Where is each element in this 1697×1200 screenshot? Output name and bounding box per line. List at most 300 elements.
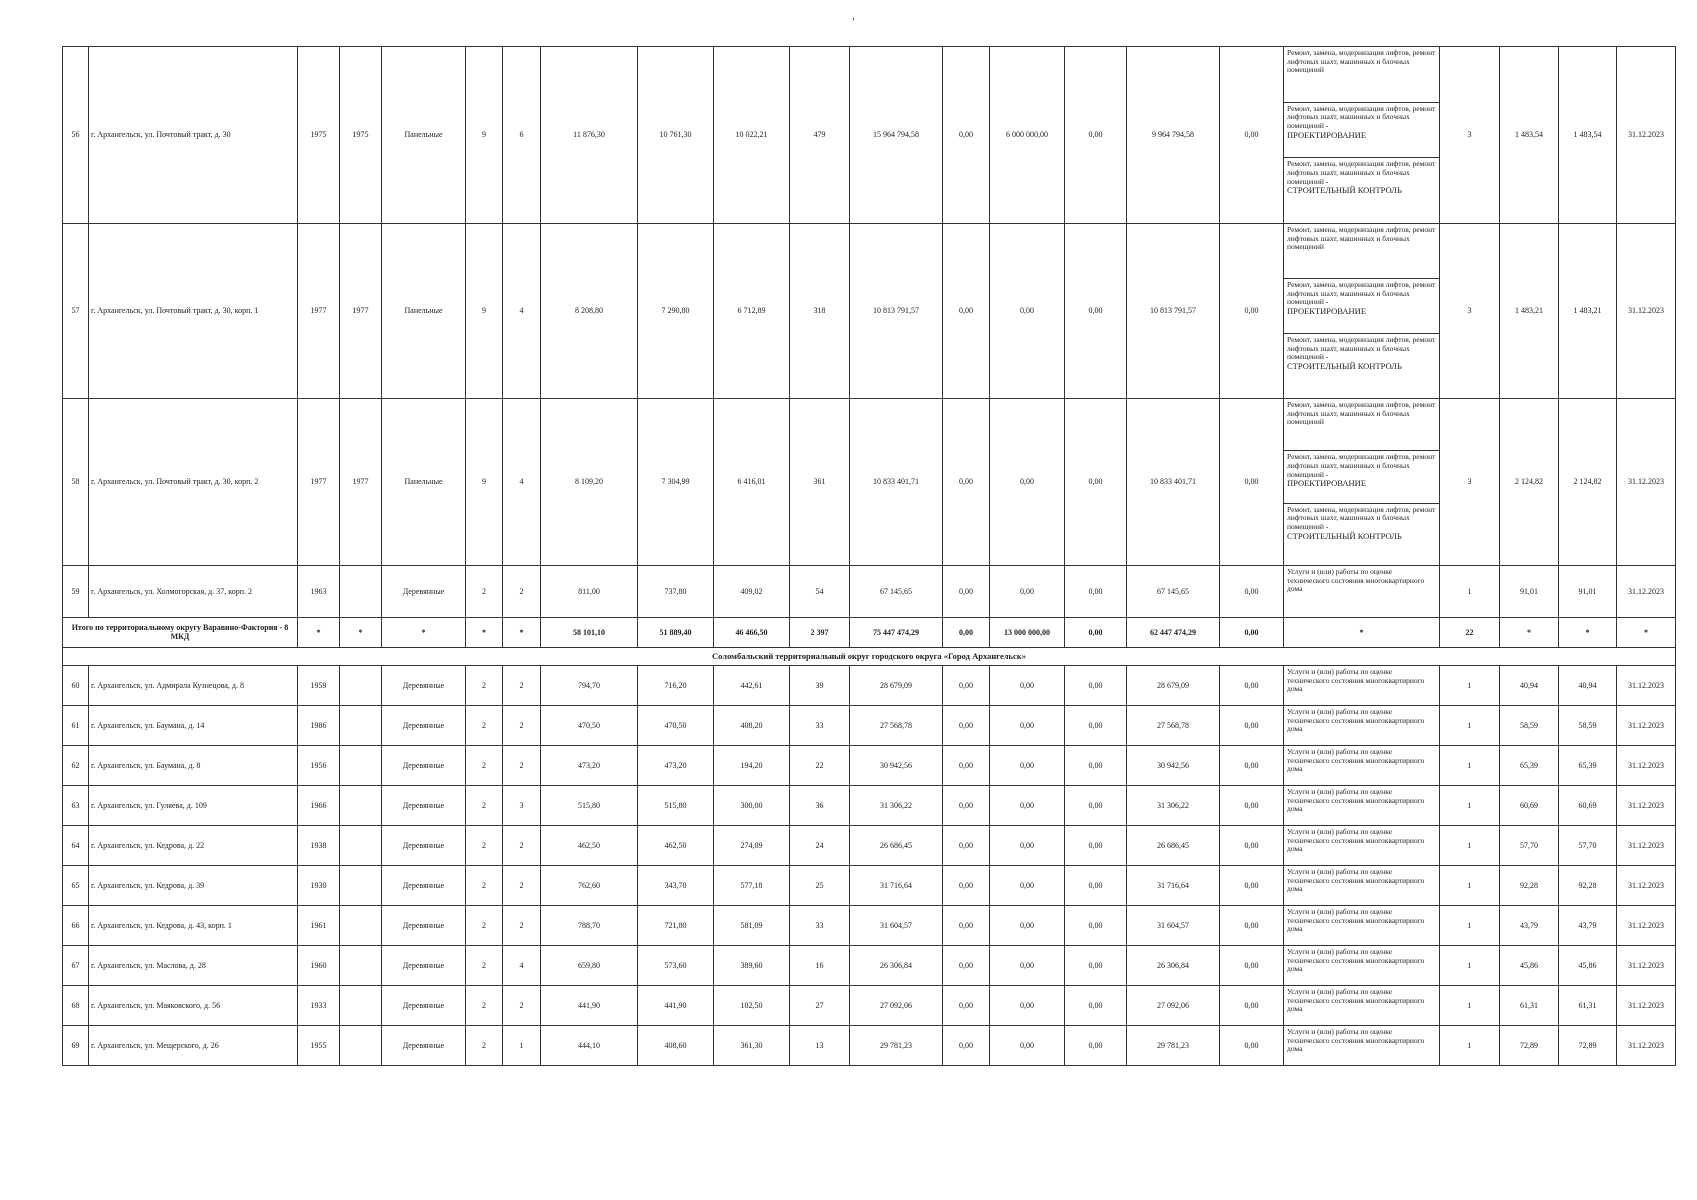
quantity-cell: 1 <box>1440 865 1500 905</box>
area-total-cell: 515,80 <box>541 785 638 825</box>
total-cell: 0,00 <box>1220 617 1284 647</box>
total-people: 2 397 <box>790 617 850 647</box>
address-cell: г. Архангельск, ул. Почтовый тракт, д. 30, корп. 1 <box>89 223 298 398</box>
wall-material-cell: Деревянные <box>382 565 466 617</box>
area-total-cell: 444,10 <box>541 1025 638 1065</box>
limit-price-cell: 65,39 <box>1559 745 1617 785</box>
funding-cell: 0,00 <box>990 945 1065 985</box>
work-item <box>1284 566 1439 596</box>
work-item-text: Ремонт, замена, модернизация лифтов, ремонт лифтовых шахт, машинных и блочных помещений - <box>1287 279 1436 307</box>
total-cell: * <box>340 617 382 647</box>
year-commissioned-cell: 1977 <box>340 223 382 398</box>
area-residential-cell: 194,20 <box>714 745 790 785</box>
limit-price-cell: 1 483,21 <box>1559 223 1617 398</box>
cost-cell: 31 306,22 <box>850 785 943 825</box>
area-premises-cell: 515,80 <box>638 785 714 825</box>
entrances-cell: 4 <box>503 223 541 398</box>
floors-cell: 9 <box>466 223 503 398</box>
funding-cell: 27 568,78 <box>1127 705 1220 745</box>
year-commissioned-cell <box>340 665 382 705</box>
cost-cell: 15 964 794,58 <box>850 47 943 224</box>
entrances-cell: 1 <box>503 1025 541 1065</box>
funding-cell: 0,00 <box>990 745 1065 785</box>
year-built-cell: 1960 <box>298 945 340 985</box>
unit-price-cell: 61,31 <box>1500 985 1559 1025</box>
area-residential-cell: 6 712,89 <box>714 223 790 398</box>
cost-cell: 31 604,57 <box>850 905 943 945</box>
total-cell: * <box>466 617 503 647</box>
limit-price-cell: 45,86 <box>1559 945 1617 985</box>
residents-cell: 361 <box>790 398 850 565</box>
work-item-text: Услуги и (или) работы по оценке технического состояния многоквартирного дома <box>1287 666 1425 694</box>
work-item <box>1284 450 1439 502</box>
work-item-text: Услуги и (или) работы по оценке технического состояния многоквартирного дома <box>1287 946 1425 974</box>
year-commissioned-cell: 1977 <box>340 398 382 565</box>
funding-cell: 0,00 <box>1220 905 1284 945</box>
address-cell: г. Архангельск, ул. Почтовый тракт, д. 30, корп. 2 <box>89 398 298 565</box>
year-commissioned-cell <box>340 1025 382 1065</box>
entrances-cell: 2 <box>503 705 541 745</box>
wall-material-cell: Деревянные <box>382 825 466 865</box>
area-residential-cell: 442,61 <box>714 665 790 705</box>
area-premises-cell: 462,50 <box>638 825 714 865</box>
quantity-cell: 1 <box>1440 905 1500 945</box>
funding-cell: 0,00 <box>943 223 990 398</box>
table-row <box>63 398 1676 565</box>
limit-price-cell: 57,70 <box>1559 825 1617 865</box>
quantity-cell: 1 <box>1440 985 1500 1025</box>
funding-cell: 6 000 000,00 <box>990 47 1065 224</box>
year-commissioned-cell <box>340 705 382 745</box>
funding-cell: 26 686,45 <box>1127 825 1220 865</box>
area-premises-cell: 573,60 <box>638 945 714 985</box>
cost-cell: 26 686,45 <box>850 825 943 865</box>
year-built-cell: 1963 <box>298 565 340 617</box>
limit-price-cell: 91,01 <box>1559 565 1617 617</box>
quantity-cell: 1 <box>1440 785 1500 825</box>
area-residential-cell: 6 416,01 <box>714 398 790 565</box>
funding-cell: 0,00 <box>990 785 1065 825</box>
cost-cell: 10 833 401,71 <box>850 398 943 565</box>
funding-cell: 0,00 <box>990 985 1065 1025</box>
table-row <box>63 1025 1676 1065</box>
year-built-cell: 1938 <box>298 825 340 865</box>
residents-cell: 22 <box>790 745 850 785</box>
floors-cell: 2 <box>466 905 503 945</box>
unit-price-cell: 92,28 <box>1500 865 1559 905</box>
work-item-text: Услуги и (или) работы по оценке технического состояния многоквартирного дома <box>1287 566 1425 594</box>
area-premises-cell: 7 290,80 <box>638 223 714 398</box>
cost-cell: 27 568,78 <box>850 705 943 745</box>
work-item-text: Услуги и (или) работы по оценке технического состояния многоквартирного дома <box>1287 786 1425 814</box>
entrances-cell: 2 <box>503 565 541 617</box>
funding-cell: 0,00 <box>1065 865 1127 905</box>
deadline-cell: 31.12.2023 <box>1617 565 1676 617</box>
area-residential-cell: 577,18 <box>714 865 790 905</box>
funding-cell: 0,00 <box>1065 565 1127 617</box>
funding-cell: 0,00 <box>943 985 990 1025</box>
funding-cell: 0,00 <box>943 905 990 945</box>
total-cell: 0,00 <box>943 617 990 647</box>
entrances-cell: 4 <box>503 945 541 985</box>
year-built-cell: 1956 <box>298 745 340 785</box>
area-total-cell: 794,70 <box>541 665 638 705</box>
funding-cell: 0,00 <box>990 905 1065 945</box>
funding-cell: 0,00 <box>990 1025 1065 1065</box>
row-number: 60 <box>63 665 89 705</box>
work-item-stage: ПРОЕКТИРОВАНИЕ <box>1287 305 1367 316</box>
funding-cell: 0,00 <box>943 398 990 565</box>
year-commissioned-cell <box>340 905 382 945</box>
area-residential-cell: 102,50 <box>714 985 790 1025</box>
total-area-total: 58 101,10 <box>541 617 638 647</box>
residents-cell: 16 <box>790 945 850 985</box>
limit-price-cell: 58,59 <box>1559 705 1617 745</box>
section-row <box>63 647 1676 665</box>
deadline-cell: 31.12.2023 <box>1617 47 1676 224</box>
floors-cell: 2 <box>466 985 503 1025</box>
table-row <box>63 565 1676 617</box>
quantity-cell: 3 <box>1440 47 1500 224</box>
row-number: 64 <box>63 825 89 865</box>
unit-price-cell: 40,94 <box>1500 665 1559 705</box>
work-type-cell <box>1284 705 1440 745</box>
work-type-cell <box>1284 565 1440 617</box>
floors-cell: 2 <box>466 745 503 785</box>
quantity-cell: 1 <box>1440 705 1500 745</box>
limit-price-cell: 40,94 <box>1559 665 1617 705</box>
funding-cell: 0,00 <box>1065 785 1127 825</box>
work-type-cell <box>1284 47 1440 224</box>
funding-cell: 0,00 <box>943 785 990 825</box>
unit-price-cell: 91,01 <box>1500 565 1559 617</box>
year-built-cell: 1977 <box>298 398 340 565</box>
unit-price-cell: 1 483,54 <box>1500 47 1559 224</box>
total-cost: 75 447 474,29 <box>850 617 943 647</box>
unit-price-cell: 2 124,82 <box>1500 398 1559 565</box>
residents-cell: 54 <box>790 565 850 617</box>
funding-cell: 0,00 <box>1220 825 1284 865</box>
area-total-cell: 11 876,30 <box>541 47 638 224</box>
deadline-cell: 31.12.2023 <box>1617 785 1676 825</box>
work-item <box>1284 47 1439 102</box>
floors-cell: 2 <box>466 705 503 745</box>
year-built-cell: 1955 <box>298 1025 340 1065</box>
area-residential-cell: 10 022,21 <box>714 47 790 224</box>
section-title: Соломбальский территориальный округ городского округа «Город Архангельск» <box>63 647 1676 665</box>
residents-cell: 479 <box>790 47 850 224</box>
work-item-text: Ремонт, замена, модернизация лифтов, ремонт лифтовых шахт, машинных и блочных помещений - <box>1287 103 1436 130</box>
residents-cell: 27 <box>790 985 850 1025</box>
funding-cell: 26 306,84 <box>1127 945 1220 985</box>
work-item <box>1284 333 1439 398</box>
deadline-cell: 31.12.2023 <box>1617 665 1676 705</box>
table-row <box>63 825 1676 865</box>
area-premises-cell: 470,50 <box>638 705 714 745</box>
funding-cell: 0,00 <box>1065 665 1127 705</box>
limit-price-cell: 60,69 <box>1559 785 1617 825</box>
area-residential-cell: 361,30 <box>714 1025 790 1065</box>
work-item-stage: СТРОИТЕЛЬНЫЙ КОНТРОЛЬ <box>1287 185 1402 196</box>
cost-cell: 30 942,56 <box>850 745 943 785</box>
year-commissioned-cell <box>340 785 382 825</box>
funding-cell: 0,00 <box>943 865 990 905</box>
table-row <box>63 785 1676 825</box>
floors-cell: 2 <box>466 865 503 905</box>
wall-material-cell: Панельные <box>382 398 466 565</box>
work-item-text: Услуги и (или) работы по оценке технического состояния многоквартирного дома <box>1287 826 1425 854</box>
row-number: 67 <box>63 945 89 985</box>
total-area-all: 51 889,40 <box>638 617 714 647</box>
repair-program-table <box>62 46 1676 1066</box>
work-item-text: Ремонт, замена, модернизация лифтов, ремонт лифтовых шахт, машинных и блочных помещений <box>1287 399 1436 427</box>
funding-cell: 0,00 <box>990 705 1065 745</box>
unit-price-cell: 1 483,21 <box>1500 223 1559 398</box>
area-premises-cell: 343,70 <box>638 865 714 905</box>
wall-material-cell: Деревянные <box>382 865 466 905</box>
work-item-text: Ремонт, замена, модернизация лифтов, ремонт лифтовых шахт, машинных и блочных помещений <box>1287 48 1436 75</box>
work-type-cell <box>1284 865 1440 905</box>
entrances-cell: 2 <box>503 985 541 1025</box>
deadline-cell: 31.12.2023 <box>1617 1025 1676 1065</box>
funding-cell: 0,00 <box>1220 945 1284 985</box>
work-type-cell <box>1284 223 1440 398</box>
wall-material-cell: Деревянные <box>382 985 466 1025</box>
work-item-stage: СТРОИТЕЛЬНЫЙ КОНТРОЛЬ <box>1287 360 1402 371</box>
floors-cell: 2 <box>466 785 503 825</box>
wall-material-cell: Деревянные <box>382 785 466 825</box>
floors-cell: 9 <box>466 47 503 224</box>
year-commissioned-cell <box>340 745 382 785</box>
wall-material-cell: Деревянные <box>382 665 466 705</box>
residents-cell: 39 <box>790 665 850 705</box>
cost-cell: 29 781,23 <box>850 1025 943 1065</box>
quantity-cell: 1 <box>1440 665 1500 705</box>
entrances-cell: 2 <box>503 905 541 945</box>
funding-cell: 0,00 <box>1220 985 1284 1025</box>
funding-cell: 0,00 <box>1065 905 1127 945</box>
residents-cell: 25 <box>790 865 850 905</box>
year-built-cell: 1975 <box>298 47 340 224</box>
total-area-res: 46 466,50 <box>714 617 790 647</box>
funding-cell: 0,00 <box>1220 745 1284 785</box>
work-item <box>1284 503 1439 565</box>
residents-cell: 33 <box>790 905 850 945</box>
table-row <box>63 985 1676 1025</box>
row-number: 59 <box>63 565 89 617</box>
floors-cell: 2 <box>466 825 503 865</box>
funding-cell: 10 813 791,57 <box>1127 223 1220 398</box>
wall-material-cell: Деревянные <box>382 945 466 985</box>
residents-cell: 24 <box>790 825 850 865</box>
wall-material-cell: Деревянные <box>382 705 466 745</box>
work-type-cell <box>1284 785 1440 825</box>
work-item-text: Ремонт, замена, модернизация лифтов, ремонт лифтовых шахт, машинных и блочных помещений <box>1287 224 1436 252</box>
floors-cell: 9 <box>466 398 503 565</box>
row-number: 62 <box>63 745 89 785</box>
row-number: 57 <box>63 223 89 398</box>
funding-cell: 31 604,57 <box>1127 905 1220 945</box>
cost-cell: 10 813 791,57 <box>850 223 943 398</box>
row-number: 56 <box>63 47 89 224</box>
floors-cell: 2 <box>466 945 503 985</box>
funding-cell: 31 716,64 <box>1127 865 1220 905</box>
wall-material-cell: Деревянные <box>382 745 466 785</box>
funding-cell: 0,00 <box>990 398 1065 565</box>
table-row <box>63 865 1676 905</box>
funding-cell: 0,00 <box>1065 825 1127 865</box>
year-built-cell: 1977 <box>298 223 340 398</box>
funding-cell: 0,00 <box>943 47 990 224</box>
work-item-stage: ПРОЕКТИРОВАНИЕ <box>1287 129 1367 140</box>
funding-cell: 0,00 <box>1220 705 1284 745</box>
total-cell: * <box>382 617 466 647</box>
entrances-cell: 2 <box>503 745 541 785</box>
area-total-cell: 659,80 <box>541 945 638 985</box>
total-cell: 0,00 <box>1065 617 1127 647</box>
residents-cell: 318 <box>790 223 850 398</box>
funding-cell: 29 781,23 <box>1127 1025 1220 1065</box>
quantity-cell: 1 <box>1440 565 1500 617</box>
entrances-cell: 2 <box>503 825 541 865</box>
funding-cell: 0,00 <box>990 223 1065 398</box>
work-item <box>1284 399 1439 450</box>
area-premises-cell: 737,80 <box>638 565 714 617</box>
work-type-cell <box>1284 665 1440 705</box>
area-premises-cell: 473,20 <box>638 745 714 785</box>
area-total-cell: 473,20 <box>541 745 638 785</box>
work-item <box>1284 224 1439 278</box>
funding-cell: 0,00 <box>1220 398 1284 565</box>
wall-material-cell: Панельные <box>382 223 466 398</box>
area-residential-cell: 274,09 <box>714 825 790 865</box>
unit-price-cell: 43,79 <box>1500 905 1559 945</box>
row-number: 58 <box>63 398 89 565</box>
residents-cell: 36 <box>790 785 850 825</box>
funding-cell: 0,00 <box>990 665 1065 705</box>
table-row <box>63 705 1676 745</box>
unit-price-cell: 57,70 <box>1500 825 1559 865</box>
limit-price-cell: 2 124,82 <box>1559 398 1617 565</box>
deadline-cell: 31.12.2023 <box>1617 905 1676 945</box>
entrances-cell: 4 <box>503 398 541 565</box>
area-premises-cell: 408,60 <box>638 1025 714 1065</box>
area-total-cell: 441,90 <box>541 985 638 1025</box>
year-commissioned-cell <box>340 865 382 905</box>
funding-cell: 0,00 <box>1220 565 1284 617</box>
row-number: 66 <box>63 905 89 945</box>
limit-price-cell: 72,89 <box>1559 1025 1617 1065</box>
deadline-cell: 31.12.2023 <box>1617 985 1676 1025</box>
area-residential-cell: 300,00 <box>714 785 790 825</box>
work-item-text: Услуги и (или) работы по оценке технического состояния многоквартирного дома <box>1287 1026 1425 1054</box>
funding-cell: 28 679,09 <box>1127 665 1220 705</box>
cost-cell: 27 092,06 <box>850 985 943 1025</box>
unit-price-cell: 58,59 <box>1500 705 1559 745</box>
funding-cell: 0,00 <box>943 665 990 705</box>
year-built-cell: 1930 <box>298 865 340 905</box>
funding-cell: 0,00 <box>1220 47 1284 224</box>
table-row <box>63 665 1676 705</box>
work-item-text: Ремонт, замена, модернизация лифтов, ремонт лифтовых шахт, машинных и блочных помещений - <box>1287 452 1436 479</box>
table-row <box>63 223 1676 398</box>
wall-material-cell: Панельные <box>382 47 466 224</box>
area-premises-cell: 10 761,30 <box>638 47 714 224</box>
address-cell: г. Архангельск, ул. Баумана, д. 14 <box>89 705 298 745</box>
address-cell: г. Архангельск, ул. Маслова, д. 28 <box>89 945 298 985</box>
address-cell: г. Архангельск, ул. Маяковского, д. 56 <box>89 985 298 1025</box>
unit-price-cell: 45,86 <box>1500 945 1559 985</box>
limit-price-cell: 61,31 <box>1559 985 1617 1025</box>
funding-cell: 0,00 <box>1220 1025 1284 1065</box>
funding-cell: 0,00 <box>943 705 990 745</box>
table-row <box>63 47 1676 224</box>
year-commissioned-cell: 1975 <box>340 47 382 224</box>
deadline-cell: 31.12.2023 <box>1617 865 1676 905</box>
year-built-cell: 1933 <box>298 985 340 1025</box>
area-total-cell: 762,60 <box>541 865 638 905</box>
wall-material-cell: Деревянные <box>382 1025 466 1065</box>
residents-cell: 13 <box>790 1025 850 1065</box>
residents-cell: 33 <box>790 705 850 745</box>
limit-price-cell: 43,79 <box>1559 905 1617 945</box>
address-cell: г. Архангельск, ул. Почтовый тракт, д. 30 <box>89 47 298 224</box>
work-type-cell <box>1284 945 1440 985</box>
work-type-cell <box>1284 825 1440 865</box>
entrances-cell: 6 <box>503 47 541 224</box>
deadline-cell: 31.12.2023 <box>1617 223 1676 398</box>
area-total-cell: 811,00 <box>541 565 638 617</box>
year-commissioned-cell <box>340 945 382 985</box>
total-cell: * <box>1500 617 1559 647</box>
area-residential-cell: 408,20 <box>714 705 790 745</box>
work-type-cell <box>1284 398 1440 565</box>
total-row <box>63 617 1676 647</box>
funding-cell: 0,00 <box>1065 985 1127 1025</box>
row-number: 69 <box>63 1025 89 1065</box>
total-cell: * <box>1559 617 1617 647</box>
work-item-text: Ремонт, замена, модернизация лифтов, ремонт лифтовых шахт, машинных и блочных помещений - <box>1287 334 1436 362</box>
entrances-cell: 2 <box>503 865 541 905</box>
deadline-cell: 31.12.2023 <box>1617 398 1676 565</box>
unit-price-cell: 72,89 <box>1500 1025 1559 1065</box>
total-cell: * <box>1617 617 1676 647</box>
total-cell: * <box>1284 617 1440 647</box>
address-cell: г. Архангельск, ул. Кедрова, д. 22 <box>89 825 298 865</box>
area-total-cell: 8 208,80 <box>541 223 638 398</box>
work-item <box>1284 102 1439 158</box>
work-type-cell <box>1284 745 1440 785</box>
area-total-cell: 788,70 <box>541 905 638 945</box>
cost-cell: 31 716,64 <box>850 865 943 905</box>
quantity-cell: 1 <box>1440 945 1500 985</box>
wall-material-cell: Деревянные <box>382 905 466 945</box>
funding-cell: 10 833 401,71 <box>1127 398 1220 565</box>
funding-cell: 0,00 <box>1220 223 1284 398</box>
area-premises-cell: 441,90 <box>638 985 714 1025</box>
total-cell: * <box>298 617 340 647</box>
limit-price-cell: 1 483,54 <box>1559 47 1617 224</box>
funding-cell: 0,00 <box>1065 398 1127 565</box>
work-item-stage: ПРОЕКТИРОВАНИЕ <box>1287 478 1367 489</box>
work-type-cell <box>1284 985 1440 1025</box>
work-item-text: Услуги и (или) работы по оценке технического состояния многоквартирного дома <box>1287 746 1425 774</box>
funding-cell: 0,00 <box>943 945 990 985</box>
table-row <box>63 945 1676 985</box>
quantity-cell: 3 <box>1440 223 1500 398</box>
funding-cell: 0,00 <box>1220 785 1284 825</box>
address-cell: г. Архангельск, ул. Холмогорская, д. 37, корп. 2 <box>89 565 298 617</box>
